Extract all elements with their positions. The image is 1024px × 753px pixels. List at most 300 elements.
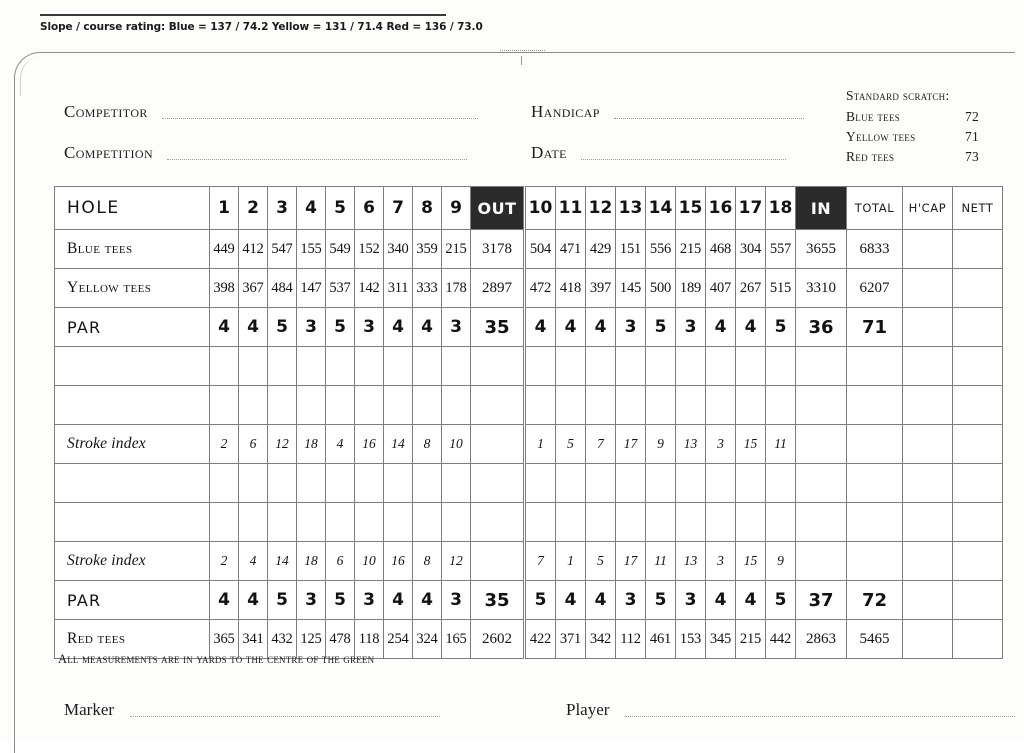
- table-row-blank-row-4-back: [526, 503, 1003, 542]
- cell-par-lower-hole-4: 3: [297, 581, 326, 620]
- cell-par-upper-hole-1: 4: [210, 308, 239, 347]
- score-cell-back-16[interactable]: [706, 386, 736, 425]
- cell-blank-row-1-in[interactable]: [796, 347, 847, 386]
- standard-scratch-row-blue: [846, 107, 991, 127]
- cell-yellow-tees-hole-14: 500: [646, 269, 676, 308]
- cell-par-upper-hole-10: 4: [526, 308, 556, 347]
- score-cell-front-4[interactable]: [297, 347, 326, 386]
- card-edge-inner: [20, 56, 81, 96]
- score-cell-back-10[interactable]: [526, 503, 556, 542]
- cell-par-upper-hole-15: 3: [676, 308, 706, 347]
- hcap-header: H'CAP: [903, 187, 953, 230]
- score-cell-front-5[interactable]: [326, 386, 355, 425]
- cell-par-lower-hole-7: 4: [384, 581, 413, 620]
- cell-hole-hole-16: 16: [706, 187, 736, 230]
- score-cell-front-1[interactable]: [210, 503, 239, 542]
- cell-yellow-tees-nett[interactable]: [953, 269, 1003, 308]
- cell-blank-row-2-nett[interactable]: [953, 386, 1003, 425]
- cell-red-tees-hole-14: 461: [646, 620, 676, 659]
- score-cell-back-16[interactable]: [706, 347, 736, 386]
- score-cell-back-12[interactable]: [586, 386, 616, 425]
- cell-blank-row-3-in[interactable]: [796, 464, 847, 503]
- cell-par-upper-hole-14: 5: [646, 308, 676, 347]
- cell-par-lower-hole-9: 3: [442, 581, 471, 620]
- cell-yellow-tees-total: 6207: [847, 269, 903, 308]
- cell-yellow-tees-hole-15: 189: [676, 269, 706, 308]
- table-row-hole: [55, 187, 524, 230]
- score-cell-back-14[interactable]: [646, 347, 676, 386]
- score-cell-back-12[interactable]: [586, 464, 616, 503]
- marker-field[interactable]: [64, 700, 440, 720]
- cell-blue-tees-hole-11: 471: [556, 230, 586, 269]
- table-row-blank-row-1-back: [526, 347, 1003, 386]
- cell-yellow-tees-hole-9: 178: [442, 269, 471, 308]
- cell-yellow-tees-hole-17: 267: [736, 269, 766, 308]
- cell-stroke-index-lower-hole-13: 17: [616, 542, 646, 581]
- cell-blue-tees-hcap[interactable]: [903, 230, 953, 269]
- score-cell-back-17[interactable]: [736, 347, 766, 386]
- cell-blue-tees-hole-3: 547: [268, 230, 297, 269]
- cell-stroke-index-lower-nett[interactable]: [953, 542, 1003, 581]
- cell-yellow-tees-hole-7: 311: [384, 269, 413, 308]
- cell-stroke-index-lower-in: [796, 542, 847, 581]
- cell-hole-hole-6: 6: [355, 187, 384, 230]
- score-cell-back-12[interactable]: [586, 347, 616, 386]
- slope-rating-strip: [40, 14, 483, 33]
- score-cell-front-7[interactable]: [384, 503, 413, 542]
- table-row-blue-tees-back: [526, 230, 1003, 269]
- table-row-stroke-index-lower-back: [526, 542, 1003, 581]
- cell-stroke-index-lower-hcap[interactable]: [903, 542, 953, 581]
- score-cell-front-3[interactable]: [268, 347, 297, 386]
- cell-stroke-index-upper-hole-14: 9: [646, 425, 676, 464]
- cell-hole-hole-2: 2: [239, 187, 268, 230]
- cell-red-tees-hole-11: 371: [556, 620, 586, 659]
- cell-stroke-index-upper-hole-15: 13: [676, 425, 706, 464]
- cell-par-upper-hole-8: 4: [413, 308, 442, 347]
- cell-par-upper-hole-18: 5: [766, 308, 796, 347]
- player-input[interactable]: [625, 715, 1015, 717]
- cell-red-tees-hole-13: 112: [616, 620, 646, 659]
- row-label-par-lower: PAR: [55, 581, 210, 620]
- score-cell-back-11[interactable]: [556, 386, 586, 425]
- cell-par-lower-hole-5: 5: [326, 581, 355, 620]
- table-row-blue-tees: [55, 230, 524, 269]
- cell-stroke-index-upper-hole-7: 14: [384, 425, 413, 464]
- score-cell-back-15[interactable]: [676, 347, 706, 386]
- cell-yellow-tees-out: 2897: [471, 269, 524, 308]
- cell-par-lower-hole-10: 5: [526, 581, 556, 620]
- cell-par-lower-hole-17: 4: [736, 581, 766, 620]
- table-row-blank-row-4: [55, 503, 524, 542]
- cell-par-lower-hcap[interactable]: [903, 581, 953, 620]
- cell-hole-hole-4: 4: [297, 187, 326, 230]
- cell-red-tees-hole-1: 365: [210, 620, 239, 659]
- score-cell-front-9[interactable]: [442, 347, 471, 386]
- standard-scratch-row-yellow: [846, 127, 991, 147]
- cell-blue-tees-in: 3655: [796, 230, 847, 269]
- table-row-blank-row-2-back: [526, 386, 1003, 425]
- cell-par-upper-hole-17: 4: [736, 308, 766, 347]
- row-label-red-tees: Red tees: [55, 620, 210, 659]
- table-row-stroke-index-lower: [55, 542, 524, 581]
- cell-stroke-index-lower-hole-16: 3: [706, 542, 736, 581]
- score-cell-front-6[interactable]: [355, 464, 384, 503]
- score-cell-back-16[interactable]: [706, 464, 736, 503]
- cell-stroke-index-lower-hole-11: 1: [556, 542, 586, 581]
- cell-stroke-index-upper-nett[interactable]: [953, 425, 1003, 464]
- cell-par-lower-hole-13: 3: [616, 581, 646, 620]
- score-cell-back-15[interactable]: [676, 503, 706, 542]
- cell-blue-tees-hole-16: 468: [706, 230, 736, 269]
- cell-red-tees-nett[interactable]: [953, 620, 1003, 659]
- cell-blue-tees-hole-13: 151: [616, 230, 646, 269]
- cell-blank-row-4-total[interactable]: [847, 503, 903, 542]
- date-field[interactable]: [531, 143, 786, 163]
- score-cell-back-11[interactable]: [556, 503, 586, 542]
- score-cell-back-18[interactable]: [766, 347, 796, 386]
- score-cell-front-4[interactable]: [297, 503, 326, 542]
- score-cell-back-10[interactable]: [526, 386, 556, 425]
- cell-yellow-tees-in: 3310: [796, 269, 847, 308]
- score-cell-front-6[interactable]: [355, 347, 384, 386]
- cell-hole-hole-3: 3: [268, 187, 297, 230]
- cell-par-lower-hole-12: 4: [586, 581, 616, 620]
- cell-yellow-tees-hole-10: 472: [526, 269, 556, 308]
- cell-par-lower-hole-16: 4: [706, 581, 736, 620]
- cell-par-upper-hole-4: 3: [297, 308, 326, 347]
- cell-yellow-tees-hole-5: 537: [326, 269, 355, 308]
- cell-par-upper-hcap[interactable]: [903, 308, 953, 347]
- cell-stroke-index-lower-hole-17: 15: [736, 542, 766, 581]
- table-row-yellow-tees-back: [526, 269, 1003, 308]
- row-label-stroke-index-upper: Stroke index: [55, 425, 210, 464]
- standard-scratch-label-yellow: Yellow tees: [846, 128, 916, 144]
- cell-par-upper-total: 71: [847, 308, 903, 347]
- cell-hole-hole-9: 9: [442, 187, 471, 230]
- cell-stroke-index-lower-hole-18: 9: [766, 542, 796, 581]
- score-cell-back-18[interactable]: [766, 386, 796, 425]
- cell-blank-row-2-hcap[interactable]: [903, 386, 953, 425]
- score-cell-front-1[interactable]: [210, 386, 239, 425]
- cell-blue-tees-hole-5: 549: [326, 230, 355, 269]
- score-cell-front-4[interactable]: [297, 386, 326, 425]
- cell-par-upper-hole-6: 3: [355, 308, 384, 347]
- score-cell-back-11[interactable]: [556, 464, 586, 503]
- cell-blank-row-3-nett[interactable]: [953, 464, 1003, 503]
- cell-blue-tees-hole-2: 412: [239, 230, 268, 269]
- out-header: OUT: [471, 187, 524, 230]
- cell-par-lower-nett[interactable]: [953, 581, 1003, 620]
- cell-par-upper-hole-12: 4: [586, 308, 616, 347]
- row-label-yellow-tees: Yellow tees: [55, 269, 210, 308]
- cell-stroke-index-lower-total: [847, 542, 903, 581]
- cell-par-upper-hole-2: 4: [239, 308, 268, 347]
- table-row-par-lower: [55, 581, 524, 620]
- standard-scratch-label-red: Red tees: [846, 148, 895, 164]
- cell-stroke-index-lower-hole-12: 5: [586, 542, 616, 581]
- cell-blue-tees-hole-14: 556: [646, 230, 676, 269]
- cell-red-tees-hcap[interactable]: [903, 620, 953, 659]
- cell-par-lower-hole-15: 3: [676, 581, 706, 620]
- player-field[interactable]: [566, 700, 1015, 720]
- cell-par-upper-hole-11: 4: [556, 308, 586, 347]
- cell-yellow-tees-hole-2: 367: [239, 269, 268, 308]
- cell-red-tees-hole-8: 324: [413, 620, 442, 659]
- cell-stroke-index-upper-hole-3: 12: [268, 425, 297, 464]
- cell-stroke-index-lower-hole-4: 18: [297, 542, 326, 581]
- cell-hole-hole-18: 18: [766, 187, 796, 230]
- cell-blue-tees-hole-18: 557: [766, 230, 796, 269]
- table-row-stroke-index-upper-back: [526, 425, 1003, 464]
- score-cell-front-1[interactable]: [210, 347, 239, 386]
- cell-hole-hole-8: 8: [413, 187, 442, 230]
- score-cell-front-3[interactable]: [268, 464, 297, 503]
- cell-yellow-tees-hole-18: 515: [766, 269, 796, 308]
- cell-stroke-index-upper-in: [796, 425, 847, 464]
- cell-blank-row-3-hcap[interactable]: [903, 464, 953, 503]
- score-cell-front-7[interactable]: [384, 386, 413, 425]
- cell-blank-row-4-nett[interactable]: [953, 503, 1003, 542]
- score-cell-back-10[interactable]: [526, 347, 556, 386]
- row-label-blue-tees: Blue tees: [55, 230, 210, 269]
- measurements-note: All measurements are in yards to the centre of the green: [58, 652, 375, 666]
- cell-red-tees-hole-7: 254: [384, 620, 413, 659]
- in-header: IN: [796, 187, 847, 230]
- score-cell-front-5[interactable]: [326, 347, 355, 386]
- marker-label: Marker: [64, 700, 115, 719]
- cell-blank-row-1-total[interactable]: [847, 347, 903, 386]
- score-cell-back-17[interactable]: [736, 386, 766, 425]
- cell-stroke-index-upper-hole-16: 3: [706, 425, 736, 464]
- cell-par-upper-hole-9: 3: [442, 308, 471, 347]
- cell-red-tees-hole-12: 342: [586, 620, 616, 659]
- cell-stroke-index-upper-hole-5: 4: [326, 425, 355, 464]
- score-cell-back-13[interactable]: [616, 464, 646, 503]
- score-cell-front-3[interactable]: [268, 503, 297, 542]
- cell-par-lower-hole-2: 4: [239, 581, 268, 620]
- cell-red-tees-total: 5465: [847, 620, 903, 659]
- date-input[interactable]: [581, 158, 786, 160]
- table-row-stroke-index-upper: [55, 425, 524, 464]
- row-label-stroke-index-lower: Stroke index: [55, 542, 210, 581]
- cell-blue-tees-hole-10: 504: [526, 230, 556, 269]
- standard-scratch-title: Standard scratch:: [846, 88, 950, 103]
- score-cell-front-2[interactable]: [239, 503, 268, 542]
- score-cell-back-10[interactable]: [526, 464, 556, 503]
- cell-stroke-index-upper-hole-11: 5: [556, 425, 586, 464]
- score-cell-front-5[interactable]: [326, 503, 355, 542]
- cell-blank-row-4-in[interactable]: [796, 503, 847, 542]
- cell-par-upper-in: 36: [796, 308, 847, 347]
- cell-yellow-tees-hole-13: 145: [616, 269, 646, 308]
- score-cell-front-6[interactable]: [355, 503, 384, 542]
- score-cell-front-8[interactable]: [413, 386, 442, 425]
- fold-mark: [500, 50, 545, 65]
- score-cell-front-2[interactable]: [239, 347, 268, 386]
- score-cell-front-7[interactable]: [384, 347, 413, 386]
- cell-stroke-index-lower-hole-8: 8: [413, 542, 442, 581]
- cell-stroke-index-lower-hole-1: 2: [210, 542, 239, 581]
- cell-par-upper-nett[interactable]: [953, 308, 1003, 347]
- table-row-hole-back: [526, 187, 1003, 230]
- competition-input[interactable]: [167, 158, 467, 160]
- cell-red-tees-in: 2863: [796, 620, 847, 659]
- score-cell-front-7[interactable]: [384, 464, 413, 503]
- score-cell-back-14[interactable]: [646, 464, 676, 503]
- cell-blue-tees-out: 3178: [471, 230, 524, 269]
- table-row-yellow-tees: [55, 269, 524, 308]
- row-label-par-upper: PAR: [55, 308, 210, 347]
- row-label-blank-row-3: [55, 464, 210, 503]
- cell-blank-row-3-total[interactable]: [847, 464, 903, 503]
- cell-hole-hole-10: 10: [526, 187, 556, 230]
- score-cell-front-8[interactable]: [413, 503, 442, 542]
- cell-stroke-index-upper-hole-6: 16: [355, 425, 384, 464]
- score-cell-front-5[interactable]: [326, 464, 355, 503]
- cell-stroke-index-upper-hole-4: 18: [297, 425, 326, 464]
- cell-par-upper-hole-3: 5: [268, 308, 297, 347]
- score-cell-front-8[interactable]: [413, 464, 442, 503]
- score-cell-back-18[interactable]: [766, 464, 796, 503]
- cell-stroke-index-lower-hole-6: 10: [355, 542, 384, 581]
- scorecard-table-front: [54, 186, 524, 659]
- cell-par-lower-hole-8: 4: [413, 581, 442, 620]
- table-row-blank-row-3-back: [526, 464, 1003, 503]
- cell-yellow-tees-hole-4: 147: [297, 269, 326, 308]
- cell-red-tees-hole-3: 432: [268, 620, 297, 659]
- cell-stroke-index-upper-hole-8: 8: [413, 425, 442, 464]
- cell-red-tees-hole-17: 215: [736, 620, 766, 659]
- cell-hole-hole-13: 13: [616, 187, 646, 230]
- cell-blank-row-1-hcap[interactable]: [903, 347, 953, 386]
- cell-par-upper-hole-13: 3: [616, 308, 646, 347]
- score-cell-back-18[interactable]: [766, 503, 796, 542]
- score-cell-back-17[interactable]: [736, 503, 766, 542]
- cell-stroke-index-lower-hole-3: 14: [268, 542, 297, 581]
- score-cell-back-11[interactable]: [556, 347, 586, 386]
- score-cell-front-2[interactable]: [239, 386, 268, 425]
- cell-stroke-index-lower-hole-15: 13: [676, 542, 706, 581]
- cell-yellow-tees-hole-6: 142: [355, 269, 384, 308]
- cell-stroke-index-upper-hcap[interactable]: [903, 425, 953, 464]
- cell-yellow-tees-hole-11: 418: [556, 269, 586, 308]
- table-row-par-lower-back: [526, 581, 1003, 620]
- handicap-input[interactable]: [614, 117, 804, 119]
- competitor-input[interactable]: [162, 117, 478, 119]
- table-row-par-upper: [55, 308, 524, 347]
- cell-red-tees-hole-4: 125: [297, 620, 326, 659]
- cell-red-tees-hole-15: 153: [676, 620, 706, 659]
- cell-stroke-index-upper-hole-13: 17: [616, 425, 646, 464]
- table-row-blank-row-3: [55, 464, 524, 503]
- cell-hole-hole-14: 14: [646, 187, 676, 230]
- competitor-field[interactable]: [64, 102, 478, 122]
- score-cell-back-12[interactable]: [586, 503, 616, 542]
- score-cell-back-13[interactable]: [616, 503, 646, 542]
- cell-blue-tees-hole-12: 429: [586, 230, 616, 269]
- cell-par-upper-hole-16: 4: [706, 308, 736, 347]
- competitor-label: Competitor: [64, 102, 148, 121]
- cell-par-upper-hole-7: 4: [384, 308, 413, 347]
- cell-blank-row-2-out[interactable]: [471, 386, 524, 425]
- cell-stroke-index-upper-hole-12: 7: [586, 425, 616, 464]
- cell-blank-row-3-out[interactable]: [471, 464, 524, 503]
- score-cell-back-15[interactable]: [676, 386, 706, 425]
- score-cell-front-8[interactable]: [413, 347, 442, 386]
- cell-blank-row-1-nett[interactable]: [953, 347, 1003, 386]
- score-cell-back-14[interactable]: [646, 503, 676, 542]
- cell-par-lower-hole-11: 4: [556, 581, 586, 620]
- cell-blue-tees-hole-4: 155: [297, 230, 326, 269]
- cell-par-lower-hole-18: 5: [766, 581, 796, 620]
- score-cell-front-9[interactable]: [442, 386, 471, 425]
- cell-yellow-tees-hcap[interactable]: [903, 269, 953, 308]
- cell-blank-row-1-out[interactable]: [471, 347, 524, 386]
- cell-stroke-index-lower-hole-5: 6: [326, 542, 355, 581]
- cell-blue-tees-total: 6833: [847, 230, 903, 269]
- standard-scratch-value-yellow: 71: [965, 128, 980, 144]
- handicap-label: Handicap: [531, 102, 600, 121]
- table-row-par-upper-back: [526, 308, 1003, 347]
- score-cell-back-16[interactable]: [706, 503, 736, 542]
- cell-par-lower-hole-3: 5: [268, 581, 297, 620]
- cell-par-lower-hole-6: 3: [355, 581, 384, 620]
- score-cell-front-1[interactable]: [210, 464, 239, 503]
- row-label-hole: HOLE: [55, 187, 210, 230]
- score-cell-front-9[interactable]: [442, 464, 471, 503]
- score-cell-front-3[interactable]: [268, 386, 297, 425]
- score-cell-front-2[interactable]: [239, 464, 268, 503]
- cell-blank-row-4-hcap[interactable]: [903, 503, 953, 542]
- table-row-red-tees-back: [526, 620, 1003, 659]
- row-label-blank-row-4: [55, 503, 210, 542]
- cell-stroke-index-lower-hole-14: 11: [646, 542, 676, 581]
- score-cell-front-6[interactable]: [355, 386, 384, 425]
- cell-par-lower-total: 72: [847, 581, 903, 620]
- standard-scratch-row-red: [846, 147, 991, 167]
- cell-blank-row-2-in[interactable]: [796, 386, 847, 425]
- score-cell-back-17[interactable]: [736, 464, 766, 503]
- cell-red-tees-hole-18: 442: [766, 620, 796, 659]
- cell-blank-row-2-total[interactable]: [847, 386, 903, 425]
- cell-blue-tees-nett[interactable]: [953, 230, 1003, 269]
- cell-stroke-index-lower-hole-2: 4: [239, 542, 268, 581]
- cell-stroke-index-upper-hole-17: 15: [736, 425, 766, 464]
- cell-blank-row-4-out[interactable]: [471, 503, 524, 542]
- cell-stroke-index-upper-hole-18: 11: [766, 425, 796, 464]
- score-cell-front-9[interactable]: [442, 503, 471, 542]
- score-cell-front-4[interactable]: [297, 464, 326, 503]
- handicap-field[interactable]: [531, 102, 804, 122]
- competition-field[interactable]: [64, 143, 467, 163]
- score-cell-back-14[interactable]: [646, 386, 676, 425]
- table-row-blank-row-2: [55, 386, 524, 425]
- score-cell-back-13[interactable]: [616, 386, 646, 425]
- marker-input[interactable]: [130, 715, 440, 717]
- cell-par-lower-out: 35: [471, 581, 524, 620]
- cell-blue-tees-hole-17: 304: [736, 230, 766, 269]
- score-cell-back-13[interactable]: [616, 347, 646, 386]
- cell-yellow-tees-hole-16: 407: [706, 269, 736, 308]
- cell-stroke-index-lower-out: [471, 542, 524, 581]
- score-cell-back-15[interactable]: [676, 464, 706, 503]
- standard-scratch-block: [846, 88, 991, 167]
- slope-rating-text: Slope / course rating: Blue = 137 / 74.2 Yellow = 131 / 71.4 Red = 136 / 73.0: [40, 21, 483, 33]
- cell-yellow-tees-hole-3: 484: [268, 269, 297, 308]
- cell-hole-hole-1: 1: [210, 187, 239, 230]
- cell-blue-tees-hole-6: 152: [355, 230, 384, 269]
